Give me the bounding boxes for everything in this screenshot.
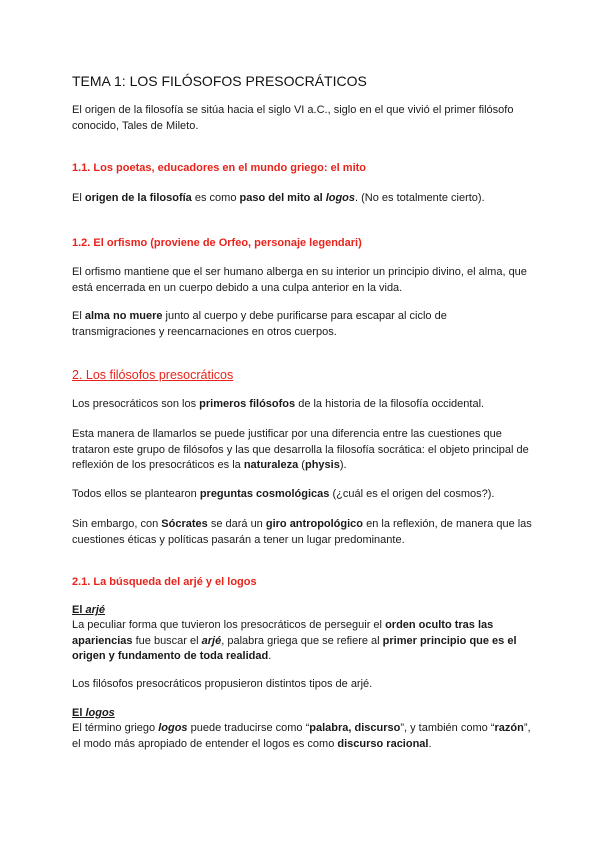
intro-paragraph: El origen de la filosofía se sitúa hacia el siglo VI a.C., siglo en el que vivió el primer filósofo conocido, Tales de Mileto. xyxy=(72,104,514,132)
paragraph-2-a: Los presocráticos son los primeros filósofos de la historia de la filosofía occidental. xyxy=(72,398,485,410)
paragraph-2-c: Todos ellos se plantearon preguntas cosmológicas (¿cuál es el origen del cosmos?). xyxy=(72,488,495,500)
paragraph-1-2-b: El alma no muere junto al cuerpo y debe purificarse para escapar al ciclo de transmigraciones y reencarnaciones en otros cuerpos. xyxy=(72,310,447,338)
paragraph-2-d: Sin embargo, con Sócrates se dará un giro antropológico en la reflexión, de manera que las cuestiones éticas y políticas pasarán a tener un lugar predominante. xyxy=(72,518,532,546)
paragraph-arje-a: La peculiar forma que tuvieron los presocráticos de perseguir el orden oculto tras las apariencias fue buscar el arjé, palabra griega que se refiere al primer principio que es el origen y fundamento de toda realidad. xyxy=(72,619,517,662)
subheading-arje: El arjé xyxy=(72,604,106,616)
heading-1-2: 1.2. El orfismo (proviene de Orfeo, personaje legendari) xyxy=(72,237,362,249)
paragraph-1-1: El origen de la filosofía es como paso del mito al logos. (No es totalmente cierto). xyxy=(72,192,485,204)
heading-2-1: 2.1. La búsqueda del arjé y el logos xyxy=(72,576,257,588)
heading-1-1: 1.1. Los poetas, educadores en el mundo griego: el mito xyxy=(72,162,367,174)
paragraph-2-b: Esta manera de llamarlos se puede justificar por una diferencia entre las cuestiones que trataron este grupo de filósofos y las que desarrolla la filosofía socrática: el objeto principal de reflexión de los presocráticos es la naturaleza (physis). xyxy=(72,428,529,471)
document-title: TEMA 1: LOS FILÓSOFOS PRESOCRÁTICOS xyxy=(72,73,367,89)
heading-2: 2. Los filósofos presocráticos xyxy=(72,368,234,382)
paragraph-logos: El término griego logos puede traducirse como “palabra, discurso”, y también como “razón”, el modo más apropiado de entender el logos es como discurso racional. xyxy=(72,722,531,750)
subheading-logos: El logos xyxy=(72,707,115,719)
paragraph-1-2-a: El orfismo mantiene que el ser humano alberga en su interior un principio divino, el alma, que está encerrada en un cuerpo debido a una culpa anterior en la vida. xyxy=(72,266,527,294)
paragraph-arje-b: Los filósofos presocráticos propusieron distintos tipos de arjé. xyxy=(72,678,373,690)
